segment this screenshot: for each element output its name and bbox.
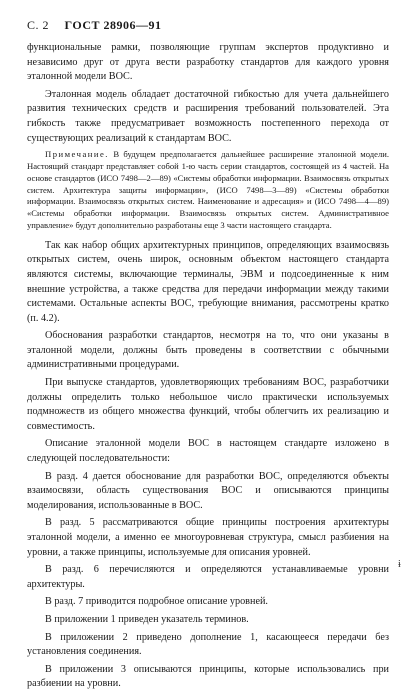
standard-code: ГОСТ 28906—91	[64, 18, 162, 32]
paragraph: функциональные рамки, позволяющие группам экспертов продуктивно и независимо друг от друга вести разработку стандартов для каждого уровня эталонной модели ВОС.	[27, 42, 389, 83]
paragraph: В разд. 4 дается обоснование для разработки ВОС, определяются объекты взаимосвязи, область существования ВОС и описываются принципы моделирования, использованные в ВОС.	[27, 470, 389, 511]
note	[27, 149, 389, 232]
page-number: С. 2	[27, 18, 50, 32]
paragraph: Эталонная модель обладает достаточной гибкостью для учета дальнейшего развития технических средств и расширения требований пользователей. Эта гибкость также предусматривает возможность постепенного перехода от существующих реализаций к стандартам ВОС.	[27, 88, 389, 144]
paragraph: При выпуске стандартов, удовлетворяющих требованиям ВОС, разработчики должны определить только небольшое число практически используемых подмножеств из общего множества функций, чтобы облегчить их реализацию и совместимость.	[27, 377, 389, 432]
paragraph: В приложении 3 описываются принципы, которые использовались при разбиении на уровни.	[27, 663, 389, 690]
note-label: Примечание.	[45, 149, 109, 160]
paragraph: Обоснования разработки стандартов, несмотря на то, что они указаны в эталонной модели, должны быть проведены в соответствии с обычными административными процедурами.	[27, 330, 389, 371]
paragraph: В приложении 1 приведен указатель терминов.	[45, 613, 249, 625]
paragraph: В разд. 7 приводится подробное описание уровней.	[45, 596, 268, 608]
paragraph: В приложении 2 приведено дополнение 1, касающееся передачи без установления соединения.	[27, 631, 389, 658]
paragraph: В разд. 5 рассматриваются общие принципы построения архитектуры эталонной модели, а именно ее многоуровневая структура, смысл разбиения на уровни, а также принципы, используемые для описания уровней.	[27, 517, 389, 558]
body-text	[27, 41, 389, 695]
paragraph: Так как набор общих архитектурных принципов, определяющих взаимосвязь открытых систем, очень широк, основным объектом настоящего стандарта являются системы, включающие терминалы, ЭВМ и подсоединенные к ним внешние устройства, а также средства для передачи информации между такими системами. Остальные аспекты ВОС, требующие внимания, рассмотрены кратко (п. 4.2).	[27, 239, 389, 324]
margin-mark: ɨ	[398, 559, 401, 570]
page-header	[27, 18, 162, 33]
paragraph: В разд. 6 перечисляются и определяются устанавливаемые уровни архитектуры.	[27, 564, 389, 590]
note-text: В будущем предполагается дальнейшее расширение эталонной модели. Настоящий стандарт представляет собой 1-ю часть серии стандартов, состоящей из 4 частей. На основе стандартов (ИСО 7498—2—89) «Системы обработки информации. Взаимосвязь открытых систем. Архитектура защиты информации», (ИСО 7498—3—89) «Системы обработки информации. Взаимосвязь открытых систем. Наименование и адресация» и (ИСО 7498—4—89) «Системы обработки информации. Взаимосвязь открытых систем. Административное управление» будут дополнительно разработаны еще 3 части настоящего стандарта.	[27, 149, 389, 230]
paragraph: Описание эталонной модели ВОС в настоящем стандарте изложено в следующей последовательности:	[27, 438, 389, 465]
